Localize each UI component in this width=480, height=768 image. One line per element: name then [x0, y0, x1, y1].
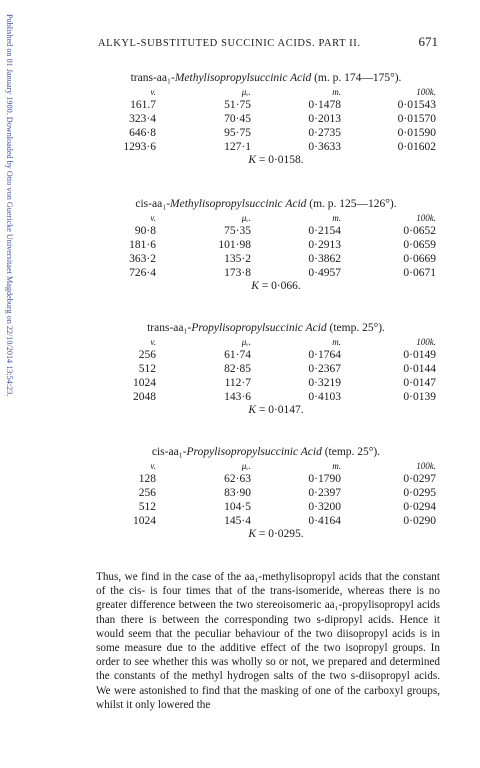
table-cell: 0·01590	[397, 127, 436, 139]
title-suffix: (m. p. 125—126°).	[306, 198, 397, 210]
acid-table-block	[96, 198, 436, 292]
table-cell: 0·4164	[308, 515, 341, 527]
title-prefix: trans-aa₁-	[147, 322, 192, 334]
table-cell: 0·1478	[308, 99, 341, 111]
k-symbol: K	[251, 280, 259, 292]
table-cell: 0·01602	[397, 141, 436, 153]
table-cell: 0·01570	[397, 113, 436, 125]
table-row	[96, 112, 436, 126]
k-symbol: K	[248, 154, 256, 166]
table-cell: 256	[138, 487, 156, 499]
k-value: = 0·0295.	[255, 528, 304, 540]
table-title	[96, 198, 436, 210]
table-cell: 90·8	[134, 225, 156, 237]
table-cell: 143·6	[224, 391, 251, 403]
title-suffix: (temp. 25°).	[321, 446, 381, 458]
table-cell: 0·1790	[308, 473, 341, 485]
title-acid-name: Propylisopropylsuccinic Acid	[186, 446, 322, 458]
title-suffix: (m. p. 174—175°).	[311, 72, 402, 84]
table-cell: 0·0290	[403, 515, 436, 527]
side-stamp	[2, 14, 16, 614]
table-cell: 82·85	[224, 363, 251, 375]
table-cell: 145·4	[224, 515, 251, 527]
conductivity-table	[96, 336, 436, 404]
table-cell: 1024	[133, 515, 156, 527]
table-cell: 256	[138, 349, 156, 361]
table-cell: 101·98	[218, 239, 251, 251]
k-symbol: K	[248, 404, 256, 416]
table-row	[96, 238, 436, 252]
table-cell: 0·0297	[403, 473, 436, 485]
table-cell: 128	[138, 473, 156, 485]
table-row	[96, 500, 436, 514]
table-cell: 0·2397	[308, 487, 341, 499]
table-cell: 323·4	[129, 113, 156, 125]
table-row	[96, 362, 436, 376]
table-cell: 646·8	[129, 127, 156, 139]
table-row	[96, 514, 436, 528]
table-header-row	[96, 336, 436, 348]
title-acid-name: Methylisopropylsuccinic Acid	[170, 198, 307, 210]
table-row	[96, 486, 436, 500]
column-header: v.	[150, 213, 156, 223]
column-header: μᵥ.	[241, 461, 251, 471]
table-cell: 0·0147	[403, 377, 436, 389]
title-prefix: cis-aa₁-	[135, 198, 171, 210]
table-cell: 0·0671	[403, 267, 436, 279]
table-cell: 112·7	[224, 377, 251, 389]
column-header: m.	[332, 87, 341, 97]
conductivity-table	[96, 212, 436, 280]
column-header: m.	[332, 337, 341, 347]
table-cell: 0·2154	[308, 225, 341, 237]
conductivity-table	[96, 86, 436, 154]
table-row	[96, 252, 436, 266]
table-row	[96, 376, 436, 390]
table-cell: 0·2735	[308, 127, 341, 139]
table-cell: 135·2	[224, 253, 251, 265]
table-cell: 0·2367	[308, 363, 341, 375]
title-suffix: (temp. 25°).	[326, 322, 385, 334]
column-header: 100k.	[416, 337, 436, 347]
dissociation-constant	[96, 154, 436, 166]
table-row	[96, 266, 436, 280]
column-header: v.	[150, 461, 156, 471]
dissociation-constant	[96, 280, 436, 292]
column-header: v.	[150, 87, 156, 97]
k-value: = 0·0158.	[255, 154, 304, 166]
table-cell: 0·2013	[308, 113, 341, 125]
k-symbol: K	[248, 528, 256, 540]
table-cell: 0·1764	[308, 349, 341, 361]
table-cell: 127·1	[224, 141, 251, 153]
table-cell: 104·5	[224, 501, 251, 513]
table-row	[96, 348, 436, 362]
table-cell: 2048	[133, 391, 156, 403]
table-title	[96, 322, 436, 334]
conductivity-table	[96, 460, 436, 528]
table-cell: 0·0652	[403, 225, 436, 237]
table-cell: 0·3633	[308, 141, 341, 153]
running-title: ALKYL-SUBSTITUTED SUCCINIC ACIDS. PART II.	[98, 38, 361, 49]
table-cell: 0·0139	[403, 391, 436, 403]
table-cell: 0·01543	[397, 99, 436, 111]
table-row	[96, 472, 436, 486]
table-header-row	[96, 86, 436, 98]
table-cell: 75·35	[224, 225, 251, 237]
column-header: m.	[332, 213, 341, 223]
table-cell: 173·8	[224, 267, 251, 279]
table-cell: 726·4	[129, 267, 156, 279]
title-acid-name: Methylisopropylsuccinic Acid	[174, 72, 312, 84]
table-row	[96, 224, 436, 238]
title-prefix: cis-aa₁-	[151, 446, 187, 458]
title-prefix: trans-aa₁-	[130, 72, 175, 84]
table-cell: 512	[138, 363, 156, 375]
body-paragraph: Thus, we find in the case of the aa₁-methylisopropyl acids that the constant of the cis- is four times that of the trans-isomeride, whereas there is no greater difference between the two stereoisomeric aa₁-propylisopropyl acids than there is between the corresponding two s-dipropyl acids. Hence it would seem that the peculiar behaviour of the two diisopropyl acids is in some measure due to the additive effect of the two isopropyl groups. In order to see whether this was wholly so or not, we prepared and determined the constants of the methyl hydrogen salts of the two s-diisopropyl acids. We were astonished to find that the masking of one of the carboxyl groups, whilst it only lowered the	[96, 571, 440, 711]
table-cell: 1293·6	[123, 141, 156, 153]
table-cell: 62·63	[224, 473, 251, 485]
table-cell: 161.7	[130, 99, 156, 111]
table-cell: 0·4103	[308, 391, 341, 403]
dissociation-constant	[96, 528, 436, 540]
column-header: 100k.	[416, 87, 436, 97]
table-cell: 0·3200	[308, 501, 341, 513]
table-header-row	[96, 212, 436, 224]
table-header-row	[96, 460, 436, 472]
publication-stamp: Published on 01 January 1900. Downloaded by Otto von Guericke Universitaet Magdeburg on 22/10/2014 13:54:23.	[5, 14, 14, 397]
column-header: m.	[332, 461, 341, 471]
acid-table-block	[96, 446, 436, 540]
table-cell: 0·0144	[403, 363, 436, 375]
table-cell: 0·0659	[403, 239, 436, 251]
table-cell: 0·0149	[403, 349, 436, 361]
table-cell: 1024	[133, 377, 156, 389]
table-cell: 0·0669	[403, 253, 436, 265]
column-header: 100k.	[416, 213, 436, 223]
column-header: v.	[150, 337, 156, 347]
table-row	[96, 98, 436, 112]
table-cell: 61·74	[224, 349, 251, 361]
acid-table-block	[96, 72, 436, 166]
table-cell: 83·90	[224, 487, 251, 499]
table-cell: 95·75	[224, 127, 251, 139]
table-row	[96, 140, 436, 154]
table-title	[96, 446, 436, 458]
table-cell: 70·45	[224, 113, 251, 125]
table-cell: 181·6	[129, 239, 156, 251]
table-cell: 0·3219	[308, 377, 341, 389]
table-title	[96, 72, 436, 84]
page-number: 671	[418, 34, 438, 49]
acid-table-block	[96, 322, 436, 416]
page-header	[98, 34, 438, 50]
table-cell: 363·2	[129, 253, 156, 265]
table-cell: 0·3862	[308, 253, 341, 265]
table-row	[96, 126, 436, 140]
column-header: μᵥ.	[241, 213, 251, 223]
k-value: = 0·0147.	[255, 404, 304, 416]
table-cell: 0·0295	[403, 487, 436, 499]
table-cell: 0·2913	[308, 239, 341, 251]
column-header: μᵥ.	[241, 337, 251, 347]
column-header: 100k.	[416, 461, 436, 471]
table-cell: 0·4957	[308, 267, 341, 279]
table-cell: 0·0294	[403, 501, 436, 513]
column-header: μᵥ.	[241, 87, 251, 97]
title-acid-name: Propylisopropylsuccinic Acid	[191, 322, 327, 334]
dissociation-constant	[96, 404, 436, 416]
k-value: = 0·066.	[258, 280, 301, 292]
table-cell: 512	[138, 501, 156, 513]
table-row	[96, 390, 436, 404]
table-cell: 51·75	[224, 99, 251, 111]
